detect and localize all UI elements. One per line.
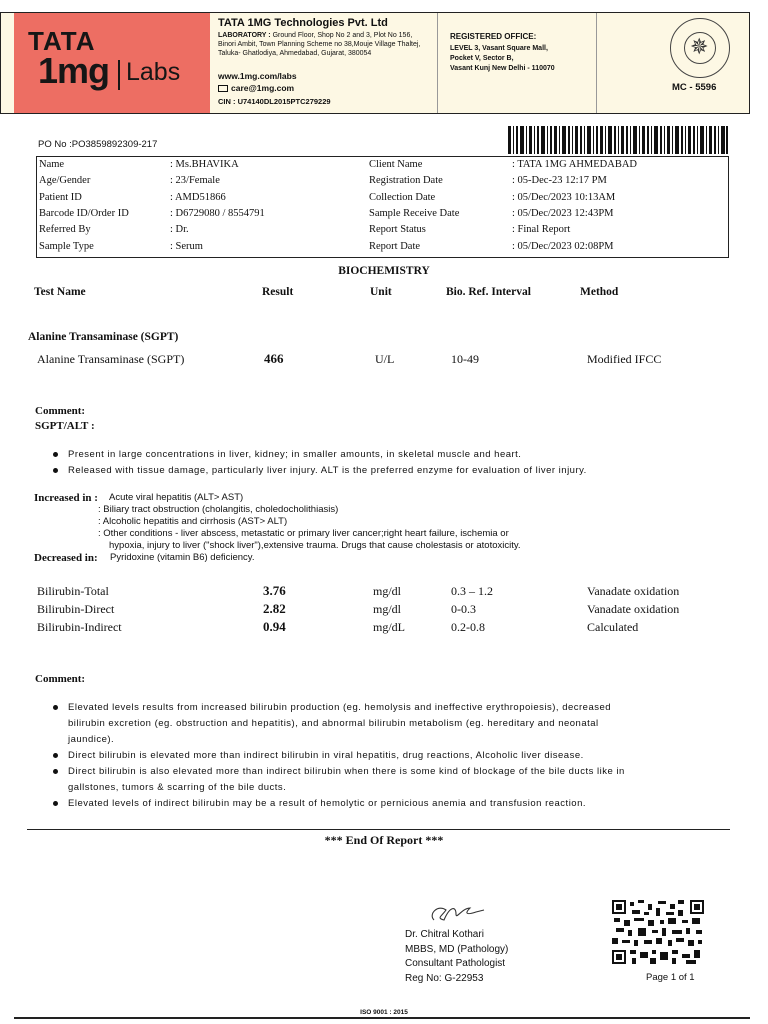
bilirubin-result: 0.94 [263, 619, 286, 634]
end-divider [27, 829, 730, 830]
patient-field-value: : Ms.BHAVIKA [170, 159, 239, 170]
company-name: TATA 1MG Technologies Pvt. Ltd [218, 17, 388, 29]
bilirubin-ref-interval: 0.3 – 1.2 [451, 584, 493, 598]
patient-field-label: Referred By [39, 224, 91, 236]
test-name: Alanine Transaminase (SGPT) [37, 352, 185, 366]
patient-field-value: : TATA 1MG AHMEDABAD [512, 159, 638, 170]
patient-field-label: Sample Type [39, 240, 94, 252]
patient-field-label: Patient ID [39, 191, 82, 203]
footer-bar [14, 1017, 750, 1019]
bilirubin-method: Vanadate oxidation [587, 584, 680, 598]
logo-1mg: 1mg [38, 50, 110, 91]
mc-number: MC - 5596 [672, 82, 717, 93]
patient-field-value: : AMD51866 [170, 191, 226, 203]
patient-field-value: : Serum [170, 240, 203, 252]
patient-field-value: : Dr. [170, 224, 189, 236]
qr-code-icon [612, 900, 704, 964]
comment2-bullet-line: jaundice). [68, 734, 115, 745]
comment-title: Comment: [35, 405, 86, 417]
bullet-dot [53, 801, 58, 806]
cin-number: CIN : U74140DL2015PTC279229 [218, 97, 331, 106]
patient-field-value: : 05/Dec/2023 02:08PM [512, 240, 614, 252]
comment2-bullet-line: Elevated levels of indirect bilirubin may be a result of hemolytic or pernicious anemia and transfusion reaction. [68, 798, 587, 809]
reg-line-1: LEVEL 3, Vasant Square Mall, [450, 45, 548, 52]
patient-field-label: Barcode ID/Order ID [39, 207, 129, 219]
po-number: PO No :PO3859892309-217 [38, 139, 158, 150]
reg-line-2: Pocket V, Sector B, [450, 55, 514, 62]
patient-field-value: : 05/Dec/2023 12:43PM [512, 207, 614, 219]
test-method: Modified IFCC [587, 352, 662, 366]
bilirubin-method: Calculated [587, 620, 639, 634]
seal-star-icon: ✵ [690, 35, 709, 60]
registered-office-address [450, 44, 590, 74]
comment2-bullet-line: Direct bilirubin is elevated more than indirect bilirubin in viral hepatitis, drug reactions, Alcoholic liver disease. [68, 750, 584, 761]
bullet-dot [53, 769, 58, 774]
patient-field-label: Report Status [369, 224, 426, 236]
signatory-reg: Reg No: G-22953 [405, 972, 484, 984]
bilirubin-unit: mg/dL [373, 620, 405, 634]
email-text: care@1mg.com [231, 83, 295, 93]
bullet-dot [53, 452, 58, 457]
signatory-block [405, 928, 508, 986]
registered-office-title: REGISTERED OFFICE: [450, 32, 537, 41]
col-unit: Unit [370, 286, 392, 298]
col-method: Method [580, 286, 619, 298]
patient-field-value: : 05-Dec-23 12:17 PM [512, 175, 607, 187]
comment2-bullet-line: Direct bilirubin is also elevated more than indirect bilirubin when there is some kind of blockage of the bile ducts like in [68, 766, 625, 777]
mail-icon [218, 85, 228, 92]
increased-item: : Other conditions - liver abscess, metastatic or primary liver cancer;right heart failure, ischemia or [98, 528, 509, 539]
bilirubin-test-name: Bilirubin-Direct [37, 602, 115, 616]
bilirubin-ref-interval: 0.2-0.8 [451, 620, 485, 634]
comment-bullet: Released with tissue damage, particularly liver injury. ALT is the preferred enzyme for evaluation of liver injury. [68, 465, 587, 476]
patient-field-label: Report Date [369, 240, 421, 252]
col-result: Result [262, 286, 294, 298]
comment2-bullet-line: Elevated levels results from increased bilirubin production (eg. hemolysis and ineffective erythropoiesis), decreased [68, 702, 612, 713]
lab-address-label: LABORATORY : [218, 32, 271, 39]
bilirubin-ref-interval: 0-0.3 [451, 602, 476, 616]
test-result: 466 [264, 351, 284, 366]
bullet-dot [53, 705, 58, 710]
patient-field-value: : D6729080 / 8554791 [170, 207, 265, 219]
patient-field-label: Registration Date [369, 175, 443, 187]
patient-field-value: : Final Report [512, 224, 571, 236]
end-of-report: *** End Of Report *** [324, 833, 444, 847]
patient-field-value: : 23/Female [170, 175, 220, 187]
bilirubin-result: 2.82 [263, 601, 286, 616]
lab-address-text: Ground Floor, Shop No 2 and 3, Plot No 156, Binori Ambit, Town Planning Scheme no 38,Mouje Village Thaltej, Taluka- Ghatlodiya, Ahmedabad, Gujarat, 380054 [218, 32, 421, 57]
patient-field-label: Name [39, 159, 65, 170]
test-group-title: Alanine Transaminase (SGPT) [28, 331, 179, 343]
decreased-in-label: Decreased in: [34, 552, 98, 564]
bilirubin-unit: mg/dl [373, 584, 402, 598]
bilirubin-method: Vanadate oxidation [587, 602, 680, 616]
logo-divider [118, 60, 120, 90]
comment-subtitle: SGPT/ALT : [35, 420, 95, 432]
col-test-name: Test Name [34, 286, 86, 298]
website-link[interactable]: www.1mg.com/labs [218, 71, 297, 81]
lab-address [218, 31, 432, 58]
increased-item: Acute viral hepatitis (ALT> AST) [109, 492, 244, 503]
patient-field-value: : 05/Dec/2023 10:13AM [512, 191, 616, 203]
header-divider [437, 13, 438, 113]
bilirubin-test-name: Bilirubin-Indirect [37, 620, 122, 634]
patient-field-label: Age/Gender [39, 175, 91, 187]
comment2-bullet-line: gallstones, tumors & scarring of the bile ducts. [68, 782, 287, 793]
test-ref-interval: 10-49 [451, 352, 479, 366]
logo-labs: Labs [126, 58, 181, 86]
bullet-dot [53, 753, 58, 758]
patient-field-label: Client Name [369, 159, 423, 170]
comment2-title: Comment: [35, 673, 86, 685]
barcode-icon [508, 126, 728, 154]
increased-item: hypoxia, injury to liver ("shock liver"),extensive trauma. Drugs that cause cholestasis or atotoxicity. [109, 540, 521, 551]
patient-field-label: Collection Date [369, 191, 436, 203]
comment2-bullet-line: bilirubin excretion (eg. obstruction and hepatitis), and abnormal bilirubin metabolism (eg. hereditary and neonatal [68, 718, 599, 729]
reg-line-3: Vasant Kunj New Delhi - 110070 [450, 65, 555, 72]
email-row[interactable] [218, 83, 294, 93]
bilirubin-test-name: Bilirubin-Total [37, 584, 109, 598]
signatory-degree: MBBS, MD (Pathology) [405, 943, 509, 955]
iso-mark: ISO 9001 : 2015 [360, 1009, 408, 1016]
bilirubin-unit: mg/dl [373, 602, 402, 616]
signature-icon [426, 900, 486, 926]
section-title: BIOCHEMISTRY [338, 265, 430, 277]
bullet-dot [53, 468, 58, 473]
signatory-name: Dr. Chitral Kothari [405, 929, 484, 940]
bilirubin-result: 3.76 [263, 583, 286, 598]
comment-bullet: Present in large concentrations in liver, kidney; in smaller amounts, in skeletal muscle and heart. [68, 449, 522, 460]
increased-item: : Alcoholic hepatitis and cirrhosis (AST> ALT) [98, 516, 288, 527]
increased-item: : Biliary tract obstruction (cholangitis, choledocholithiasis) [98, 504, 339, 515]
test-unit: U/L [375, 352, 395, 366]
header-divider [596, 13, 597, 113]
page-number: Page 1 of 1 [646, 972, 695, 983]
col-ref-interval: Bio. Ref. Interval [446, 286, 531, 298]
increased-in-label: Increased in : [34, 492, 98, 504]
logo-tata: TATA [28, 26, 96, 56]
signatory-title: Consultant Pathologist [405, 958, 506, 969]
patient-field-label: Sample Receive Date [369, 207, 460, 219]
decreased-item: Pyridoxine (vitamin B6) deficiency. [110, 552, 255, 563]
